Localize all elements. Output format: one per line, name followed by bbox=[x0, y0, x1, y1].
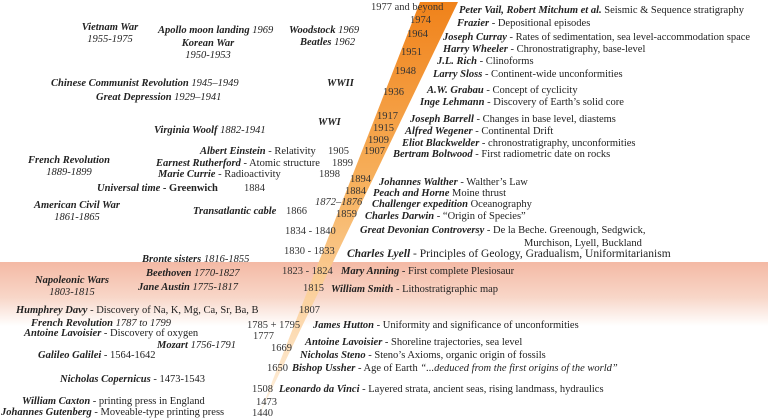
history-event: Nicholas Copernicus - 1473-1543 bbox=[60, 374, 205, 385]
year-label: 1894 bbox=[350, 174, 371, 185]
geology-entry: Great Devonian Controversy - De la Beche. Greenough, Sedgwick, bbox=[360, 225, 646, 236]
geology-entry: Peach and Horne Moine thrust bbox=[373, 188, 507, 199]
geology-entry: Joseph Barrell - Changes in base level, diastems bbox=[410, 114, 616, 125]
history-event: Vietnam War 1955-1975 bbox=[81, 22, 139, 45]
geology-entry: Challenger expedition Oceanography bbox=[372, 199, 532, 210]
history-event: Albert Einstein - Relativity bbox=[200, 146, 316, 157]
history-event: Mozart 1756-1791 bbox=[157, 340, 237, 351]
year-label: 1974 bbox=[410, 15, 431, 26]
year-label: 1884 bbox=[244, 183, 265, 194]
history-event: Beatles 1962 bbox=[300, 37, 356, 48]
geology-entry: Inge Lehmann - Discovery of Earth’s solid core bbox=[420, 97, 624, 108]
history-event: Humphrey Davy - Discovery of Na, K, Mg, Ca, Sr, Ba, B bbox=[16, 305, 259, 316]
geology-entry: William Smith - Lithostratigraphic map bbox=[331, 284, 499, 295]
history-event: Woodstock 1969 bbox=[289, 25, 360, 36]
geology-entry: Bishop Ussher - Age of Earth “...deduced from the first origins of the world” bbox=[292, 363, 618, 374]
geology-entry: Charles Darwin - “Origin of Species” bbox=[365, 211, 526, 222]
history-event: WWII bbox=[327, 78, 354, 89]
year-label: 1898 bbox=[319, 169, 340, 180]
history-event: Apollo moon landing 1969 bbox=[158, 25, 274, 36]
year-label: 1977 and beyond bbox=[371, 2, 444, 13]
year-label: 1884 bbox=[345, 186, 366, 197]
year-label: 1936 bbox=[383, 87, 404, 98]
year-label: 1440 bbox=[252, 408, 273, 419]
history-event: Transatlantic cable bbox=[193, 206, 277, 217]
history-event: American Civil War 1861-1865 bbox=[34, 200, 120, 223]
geology-entry-continued: Murchison, Lyell, Buckland bbox=[524, 238, 642, 249]
year-label: 1815 bbox=[303, 283, 324, 294]
year-label: 1807 bbox=[299, 305, 320, 316]
geology-entry: Joseph Curray - Rates of sedimentation, sea level-accommodation space bbox=[443, 32, 751, 43]
geology-entry: A.W. Grabau - Concept of cyclicity bbox=[427, 85, 578, 96]
year-label: 1859 bbox=[336, 209, 357, 220]
history-event: Earnest Rutherford - Atomic structure bbox=[156, 158, 320, 169]
geology-entry: Johannes Walther - Walther’s Law bbox=[379, 177, 528, 188]
year-label: 1650 bbox=[267, 363, 288, 374]
history-event: Beethoven 1770-1827 bbox=[146, 268, 240, 279]
year-label: 1964 bbox=[407, 29, 428, 40]
geology-entry: Leonardo da Vinci - Layered strata, ancient seas, rising landmass, hydraulics bbox=[279, 384, 604, 395]
year-label: 1951 bbox=[401, 47, 422, 58]
history-event: William Caxton - printing press in England bbox=[22, 396, 205, 407]
history-event: French Revolution 1787 to 1799 bbox=[31, 318, 172, 329]
history-event: French Revolution 1889-1899 bbox=[28, 155, 110, 178]
geology-entry: Larry Sloss - Continent-wide unconformities bbox=[433, 69, 623, 80]
year-label: 1785 + 1795 bbox=[247, 320, 301, 331]
geology-entry: Antoine Lavoisier - Shoreline trajectories, sea level bbox=[305, 337, 523, 348]
year-label: 1909 bbox=[368, 135, 389, 146]
history-event: Marie Currie - Radioactivity bbox=[158, 169, 281, 180]
geology-entry: Alfred Wegener - Continental Drift bbox=[405, 126, 554, 137]
year-label: 1777 bbox=[253, 331, 274, 342]
geology-entry: Frazier - Depositional episodes bbox=[457, 18, 591, 29]
year-label: 1917 bbox=[377, 111, 398, 122]
geology-entry: Mary Anning - First complete Plesiosaur bbox=[341, 266, 515, 277]
history-event: Jane Austin 1775-1817 bbox=[138, 282, 238, 293]
year-label: 1834 - 1840 bbox=[285, 226, 336, 237]
year-label: 1872–1876 bbox=[315, 197, 363, 208]
geology-entry: Nicholas Steno - Steno’s Axioms, organic origin of fossils bbox=[300, 350, 546, 361]
history-event: Antoine Lavoisier - Discovery of oxygen bbox=[24, 328, 199, 339]
history-event: Universal time - Greenwich bbox=[97, 183, 218, 194]
geology-entry: J.L. Rich - Clinoforms bbox=[437, 56, 534, 67]
year-label: 1899 bbox=[332, 158, 353, 169]
history-event: Bronte sisters 1816-1855 bbox=[142, 254, 250, 265]
year-label: 1508 bbox=[252, 384, 273, 395]
geology-entry: Eliot Blackwelder - chronostratigraphy, unconformities bbox=[402, 138, 636, 149]
history-event: Galileo Galilei - 1564-1642 bbox=[38, 350, 156, 361]
geology-entry: James Hutton - Uniformity and significance of unconformities bbox=[313, 320, 579, 331]
year-label: 1866 bbox=[286, 206, 307, 217]
history-event: Virginia Woolf 1882-1941 bbox=[154, 125, 266, 136]
year-label: 1830 - 1833 bbox=[284, 246, 335, 257]
history-event: Napoleonic Wars 1803-1815 bbox=[35, 275, 109, 298]
geology-entry: Harry Wheeler - Chronostratigraphy, base-level bbox=[443, 44, 646, 55]
history-event: Korean War 1950-1953 bbox=[181, 38, 235, 61]
year-label: 1907 bbox=[364, 146, 385, 157]
year-label: 1823 - 1824 bbox=[282, 266, 333, 277]
history-event: Chinese Communist Revolution 1945–1949 bbox=[51, 78, 239, 89]
geology-entry: Charles Lyell - Principles of Geology, Gradualism, Uniformitarianism bbox=[347, 248, 671, 260]
year-label: 1905 bbox=[328, 146, 349, 157]
geology-entry: Bertram Boltwood - First radiometric date on rocks bbox=[393, 149, 611, 160]
history-event: Great Depression 1929–1941 bbox=[96, 92, 222, 103]
history-event: WWI bbox=[318, 117, 341, 128]
year-label: 1948 bbox=[395, 66, 416, 77]
year-label: 1473 bbox=[256, 397, 277, 408]
history-event: Johannes Gutenberg - Moveable-type printing press bbox=[1, 407, 225, 418]
year-label: 1915 bbox=[373, 123, 394, 134]
geology-entry: Peter Vail, Robert Mitchum et al. Seismic & Sequence stratigraphy bbox=[459, 5, 744, 16]
year-label: 1669 bbox=[271, 343, 292, 354]
